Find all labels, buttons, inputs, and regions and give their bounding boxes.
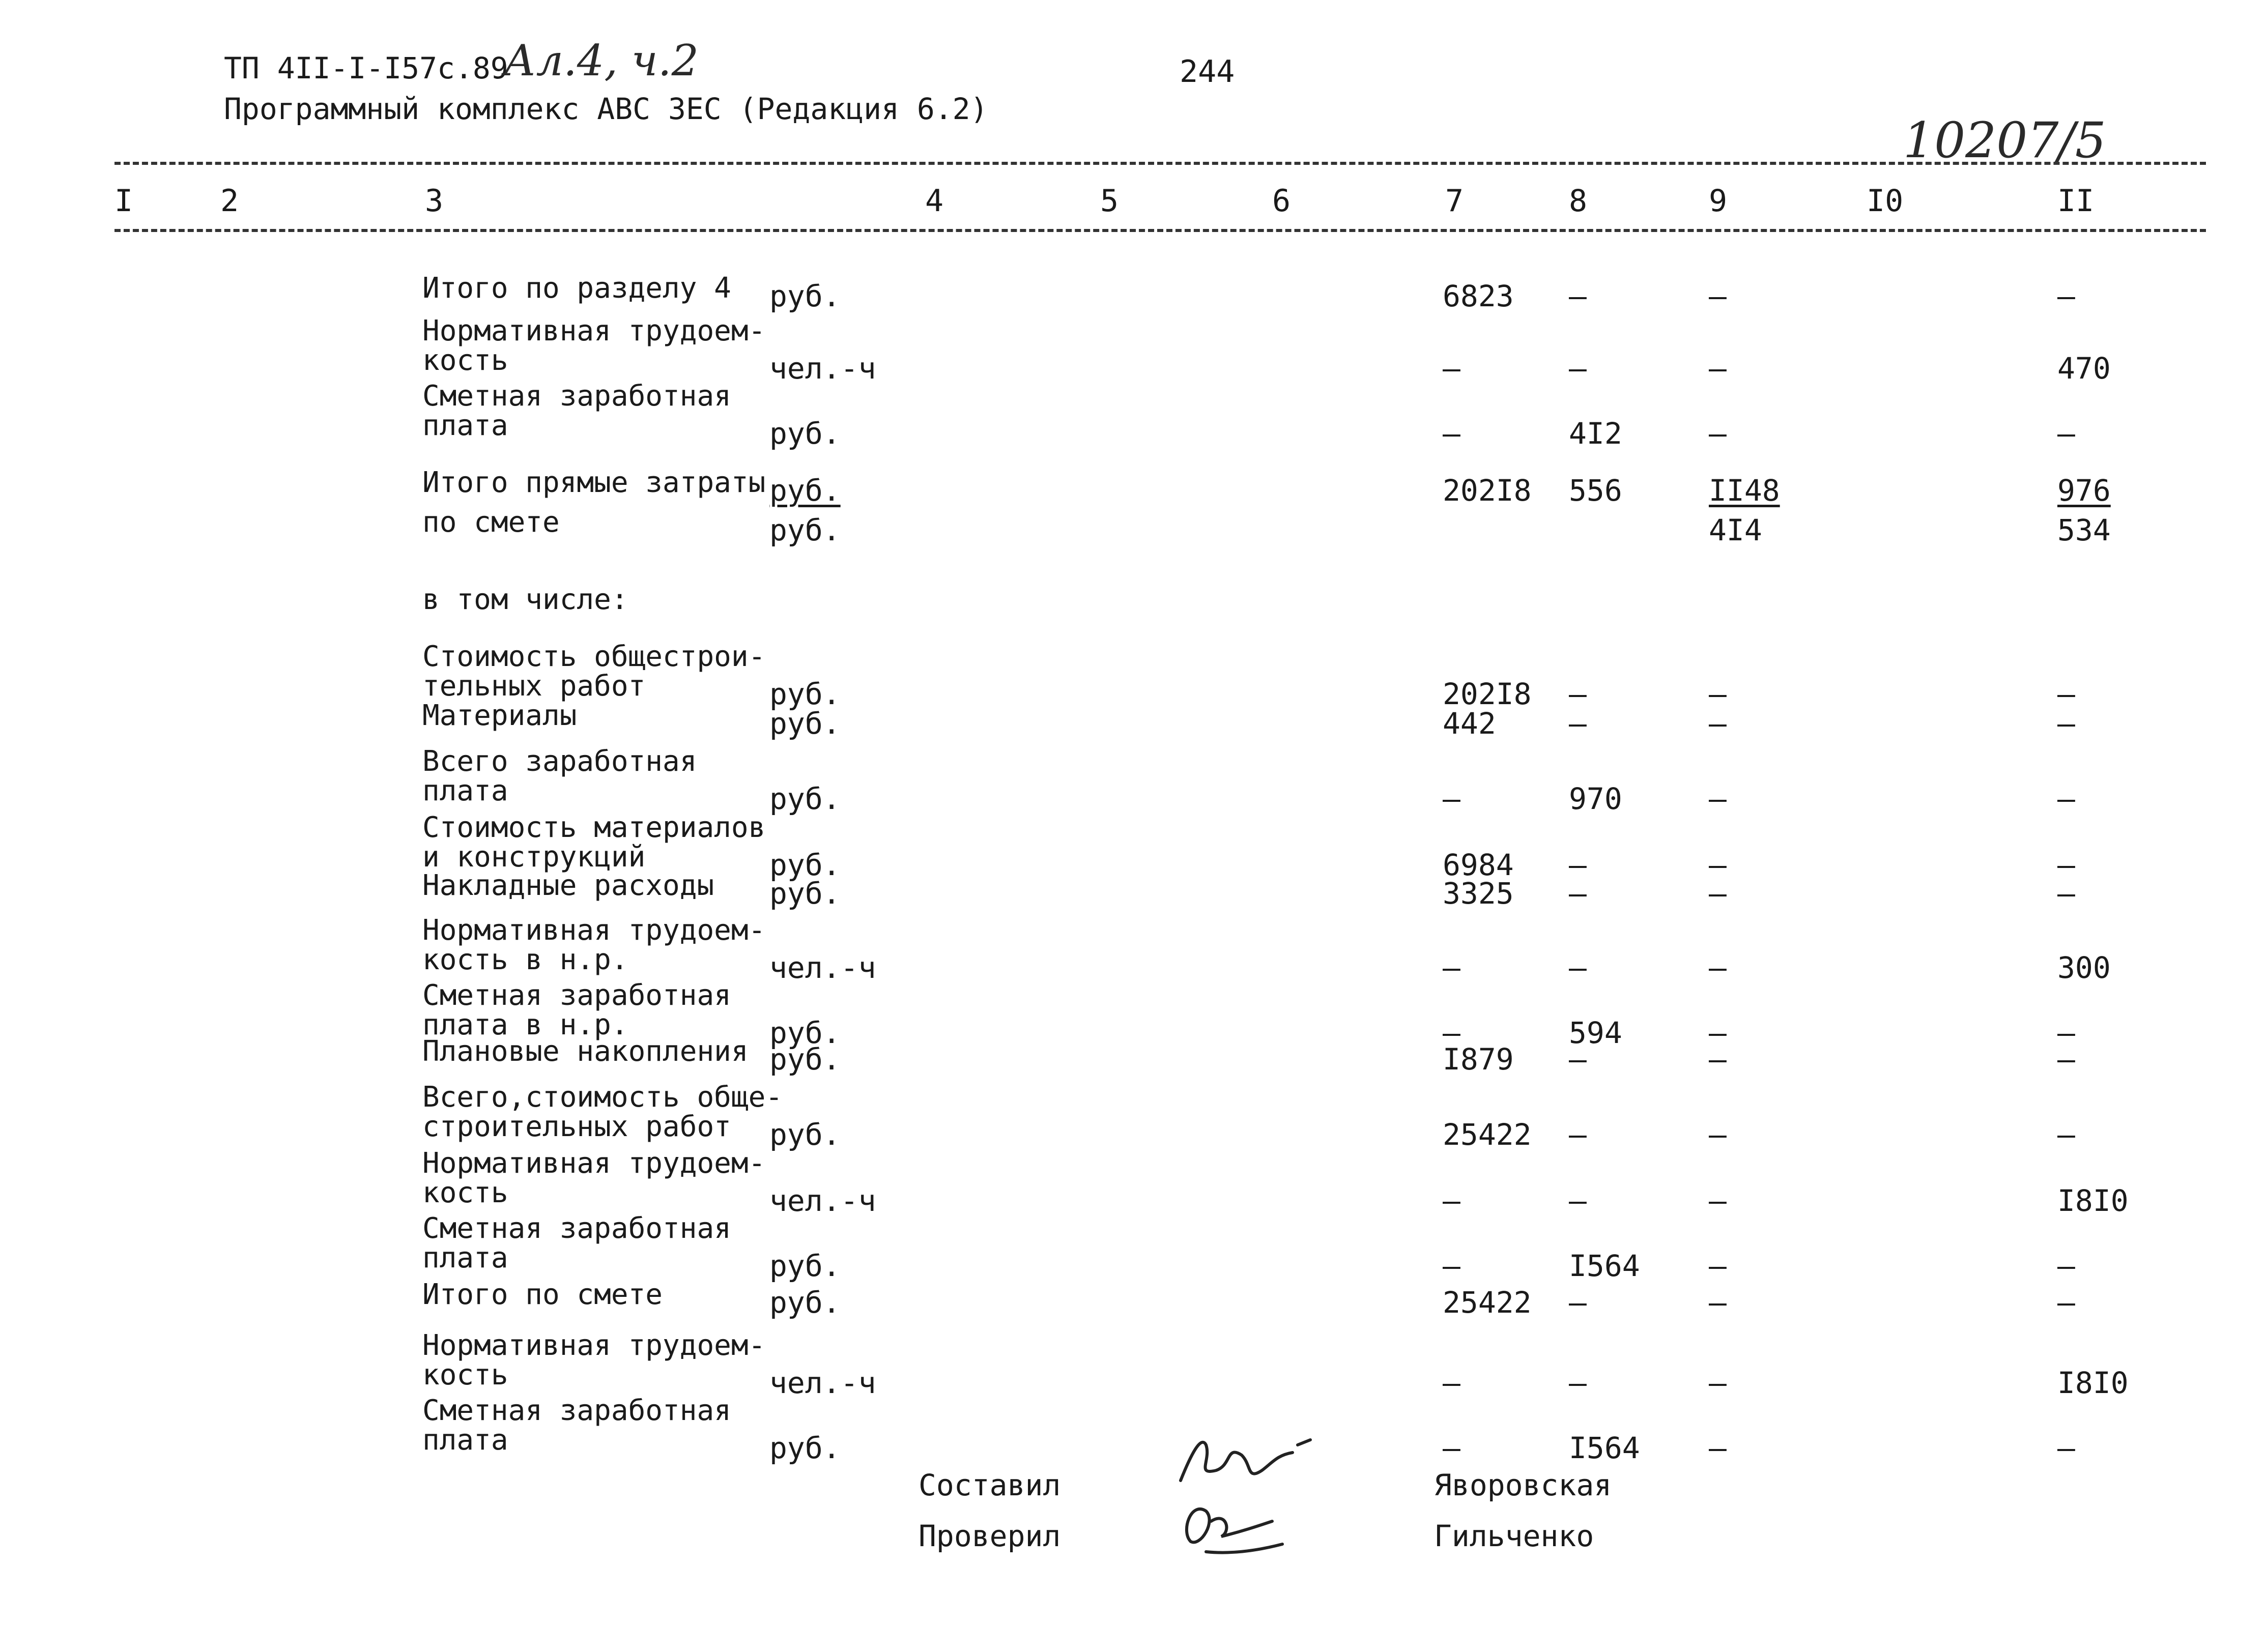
cell-col-11: – xyxy=(2057,677,2075,711)
row-unit: руб. xyxy=(769,1117,841,1152)
cell-col-9: – xyxy=(1709,416,1727,451)
cell-col-7: 6823 xyxy=(1443,279,1514,313)
cell-col-11: – xyxy=(2057,1042,2075,1077)
cell-col-7: – xyxy=(1443,1431,1460,1465)
row-label: строительных работ xyxy=(422,1110,731,1143)
row-label: кость xyxy=(422,344,508,377)
row-label: и конструкций xyxy=(422,841,646,874)
row-label: Нормативная трудоем- xyxy=(422,314,766,347)
cell-col-9: 4I4 xyxy=(1709,513,1762,547)
cell-col-9: – xyxy=(1709,1431,1727,1465)
cell-col-11: I8I0 xyxy=(2057,1183,2129,1218)
row-unit: руб. xyxy=(769,706,841,741)
row-label: Итого по смете xyxy=(422,1278,663,1311)
row-unit: руб. xyxy=(769,876,841,911)
cell-col-8: I564 xyxy=(1569,1431,1640,1465)
row-label: Сметная заработная xyxy=(422,1394,731,1427)
cell-col-7: – xyxy=(1443,950,1460,985)
row-label: Плановые накопления xyxy=(422,1035,749,1068)
cell-col-8: – xyxy=(1569,706,1587,741)
cell-col-9: – xyxy=(1709,1183,1727,1218)
cell-col-9: – xyxy=(1709,950,1727,985)
cell-col-9: – xyxy=(1709,1042,1727,1077)
cell-col-7: – xyxy=(1443,1183,1460,1218)
cell-col-8: – xyxy=(1569,1042,1587,1077)
row-label: кость в н.р. xyxy=(422,943,628,976)
row-label: Нормативная трудоем- xyxy=(422,1329,766,1362)
row-unit: руб. xyxy=(769,848,841,882)
handwritten-note: Ал.4, ч.2 xyxy=(504,36,699,85)
row-unit: руб. xyxy=(769,1285,841,1320)
row-label: Стоимость общестрои- xyxy=(422,640,766,673)
column-number-7: 7 xyxy=(1445,183,1464,219)
document-code: ТП 4II-I-I57с.89 xyxy=(224,51,508,85)
cell-col-8: – xyxy=(1569,279,1587,313)
cell-col-8: – xyxy=(1569,848,1587,882)
cell-col-9: – xyxy=(1709,1249,1727,1283)
cell-col-11: – xyxy=(2057,1249,2075,1283)
row-unit: руб. xyxy=(769,781,841,816)
cell-col-8: – xyxy=(1569,351,1587,386)
cell-col-9: – xyxy=(1709,876,1727,911)
row-label: Стоимость материалов xyxy=(422,811,766,844)
cell-col-7: – xyxy=(1443,1016,1460,1050)
row-label: Итого по разделу 4 xyxy=(422,272,731,305)
cell-col-7: 202I8 xyxy=(1443,473,1532,508)
column-number-6: 6 xyxy=(1272,183,1291,219)
row-unit: руб. xyxy=(769,1042,841,1077)
cell-col-9: – xyxy=(1709,848,1727,882)
cell-col-11: I8I0 xyxy=(2057,1366,2129,1400)
cell-col-11: – xyxy=(2057,1431,2075,1465)
row-unit: руб. xyxy=(769,473,841,508)
column-number-3: 3 xyxy=(425,183,444,219)
cell-col-11: – xyxy=(2057,1016,2075,1050)
row-unit: чел.-ч xyxy=(769,1183,876,1218)
row-label: плата xyxy=(422,1241,508,1274)
cell-col-8: 556 xyxy=(1569,473,1622,508)
cell-col-11: – xyxy=(2057,781,2075,816)
header-top-rule xyxy=(114,162,2206,165)
cell-col-7: 442 xyxy=(1443,706,1496,741)
column-number-8: 8 xyxy=(1569,183,1588,219)
page-number: 244 xyxy=(1180,54,1235,90)
cell-col-9: – xyxy=(1709,1016,1727,1050)
row-label: Сметная заработная xyxy=(422,380,731,413)
cell-col-11: – xyxy=(2057,279,2075,313)
cell-col-9: – xyxy=(1709,781,1727,816)
cell-col-11: – xyxy=(2057,1285,2075,1320)
cell-col-8: 4I2 xyxy=(1569,416,1622,451)
cell-col-8: – xyxy=(1569,876,1587,911)
cell-col-9: – xyxy=(1709,1117,1727,1152)
cell-col-7: – xyxy=(1443,416,1460,451)
cell-col-11: 976 xyxy=(2057,473,2111,508)
row-label: Материалы xyxy=(422,699,577,732)
cell-col-8: – xyxy=(1569,1285,1587,1320)
cell-col-11: – xyxy=(2057,876,2075,911)
cell-col-9: – xyxy=(1709,1285,1727,1320)
cell-col-7: 25422 xyxy=(1443,1285,1532,1320)
row-label: Нормативная трудоем- xyxy=(422,914,766,947)
cell-col-8: I564 xyxy=(1569,1249,1640,1283)
cell-col-11: 534 xyxy=(2057,513,2111,547)
row-unit: руб. xyxy=(769,677,841,711)
cell-col-9: – xyxy=(1709,351,1727,386)
row-unit: руб. xyxy=(769,416,841,451)
row-label: по смете xyxy=(422,506,560,539)
cell-col-11: 470 xyxy=(2057,351,2111,386)
row-label: плата xyxy=(422,1424,508,1457)
column-number-1: I xyxy=(114,183,133,219)
column-number-11: II xyxy=(2057,183,2095,219)
row-label: в том числе: xyxy=(422,583,628,616)
cell-col-8: 970 xyxy=(1569,781,1622,816)
cell-col-7: – xyxy=(1443,1249,1460,1283)
cell-col-7: 25422 xyxy=(1443,1117,1532,1152)
compiled-by-label: Составил xyxy=(919,1468,1061,1502)
cell-col-7: – xyxy=(1443,781,1460,816)
row-label: Сметная заработная xyxy=(422,1212,731,1245)
row-label: Накладные расходы xyxy=(422,869,714,902)
row-label: тельных работ xyxy=(422,670,646,703)
cell-col-9: – xyxy=(1709,1366,1727,1400)
row-label: Сметная заработная xyxy=(422,979,731,1012)
row-label: кость xyxy=(422,1176,508,1209)
cell-col-11: 300 xyxy=(2057,950,2111,985)
row-label: Всего,стоимость обще- xyxy=(422,1081,783,1114)
header-bottom-rule xyxy=(114,229,2206,232)
cell-col-11: – xyxy=(2057,706,2075,741)
column-number-4: 4 xyxy=(925,183,944,219)
row-unit: руб. xyxy=(769,513,841,547)
row-label: плата xyxy=(422,409,508,442)
checked-by-name: Гильченко xyxy=(1434,1519,1594,1553)
cell-col-11: – xyxy=(2057,848,2075,882)
cell-col-7: I879 xyxy=(1443,1042,1514,1077)
row-label: Нормативная трудоем- xyxy=(422,1147,766,1180)
column-number-9: 9 xyxy=(1709,183,1728,219)
row-label: плата в н.р. xyxy=(422,1008,628,1041)
handwritten-reference: 10207/5 xyxy=(1903,112,2106,169)
row-unit: руб. xyxy=(769,1249,841,1283)
row-label: кость xyxy=(422,1358,508,1392)
cell-col-7: 3325 xyxy=(1443,876,1514,911)
cell-col-8: 594 xyxy=(1569,1016,1622,1050)
cell-col-8: – xyxy=(1569,950,1587,985)
cell-col-9: II48 xyxy=(1709,473,1780,508)
row-unit: чел.-ч xyxy=(769,950,876,985)
column-number-5: 5 xyxy=(1100,183,1119,219)
checked-by-signature xyxy=(1170,1491,1303,1562)
row-label: Всего заработная xyxy=(422,745,697,778)
row-label: Итого прямые затраты xyxy=(422,466,766,499)
cell-col-8: – xyxy=(1569,1117,1587,1152)
row-unit: руб. xyxy=(769,279,841,313)
cell-col-8: – xyxy=(1569,1366,1587,1400)
cell-col-7: 202I8 xyxy=(1443,677,1532,711)
row-label: плата xyxy=(422,774,508,807)
cell-col-8: – xyxy=(1569,677,1587,711)
cell-col-9: – xyxy=(1709,279,1727,313)
row-unit: руб. xyxy=(769,1016,841,1050)
column-number-2: 2 xyxy=(220,183,239,219)
checked-by-label: Проверил xyxy=(919,1519,1061,1553)
cell-col-9: – xyxy=(1709,677,1727,711)
cell-col-7: 6984 xyxy=(1443,848,1514,882)
cell-col-7: – xyxy=(1443,1366,1460,1400)
compiled-by-signature xyxy=(1170,1425,1323,1496)
cell-col-9: – xyxy=(1709,706,1727,741)
row-unit: руб. xyxy=(769,1431,841,1465)
cell-col-11: – xyxy=(2057,1117,2075,1152)
row-unit: чел.-ч xyxy=(769,351,876,386)
cell-col-11: – xyxy=(2057,416,2075,451)
cell-col-8: – xyxy=(1569,1183,1587,1218)
column-number-10: I0 xyxy=(1867,183,1904,219)
compiled-by-name: Яворовская xyxy=(1434,1468,1612,1502)
document-subtitle: Программный комплекс АВС 3ЕС (Редакция 6.2) xyxy=(224,92,988,126)
cell-col-7: – xyxy=(1443,351,1460,386)
row-unit: чел.-ч xyxy=(769,1366,876,1400)
